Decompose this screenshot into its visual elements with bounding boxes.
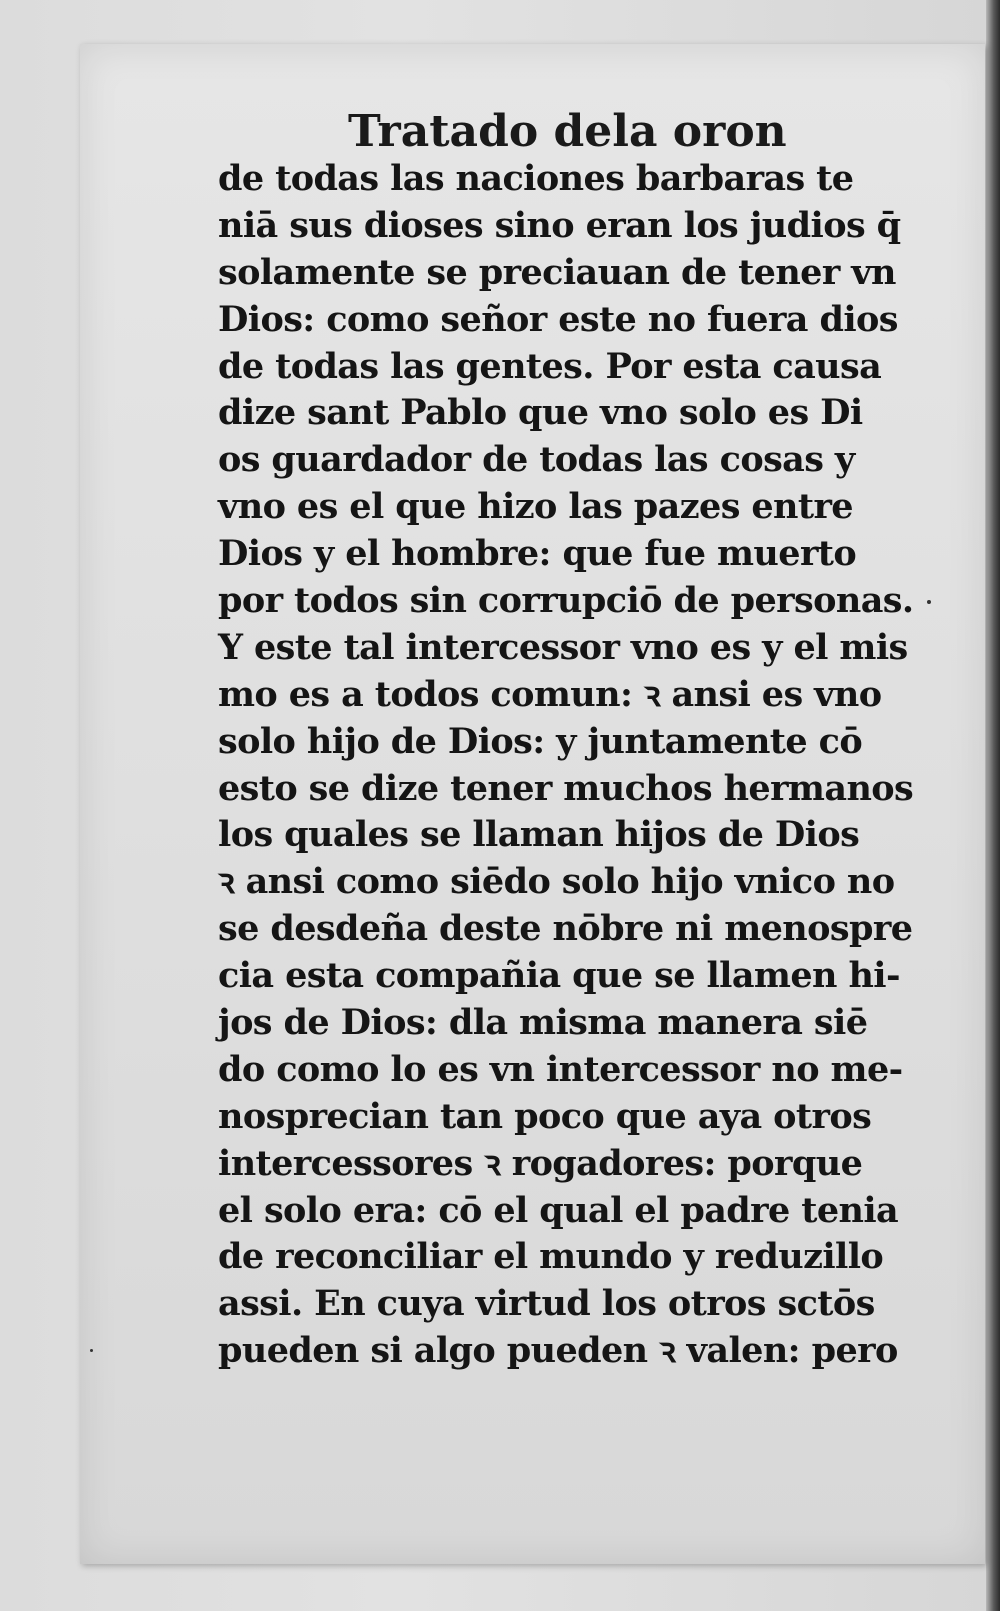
text-line: se desdeña deste nōbre ni menospre [218, 908, 913, 950]
text-line: el solo era: cō el qual el padre tenia [218, 1189, 899, 1231]
text-line: esto se dize tener muchos hermanos [218, 767, 914, 809]
book-edge-shadow [986, 0, 1000, 1611]
text-line: assi. En cuya virtud los otros sctōs [218, 1283, 875, 1325]
book-page [80, 44, 985, 1564]
paper-speck [927, 600, 931, 604]
text-line: Dios y el hombre: que fue muerto [218, 533, 857, 575]
paper-speck [90, 1349, 93, 1352]
text-line: de reconciliar el mundo y reduzillo [218, 1236, 884, 1278]
text-line: de todas las gentes. Por esta causa [218, 345, 882, 387]
text-line: jos de Dios: dla misma manera siē [218, 1002, 868, 1044]
text-line: por todos sin corrupciō de personas. [218, 580, 914, 622]
text-line: os guardador de todas las cosas y [218, 439, 855, 481]
text-line: vno es el que hizo las pazes entre [218, 486, 853, 528]
body-text [218, 156, 918, 1375]
text-line: mo es a todos comun: ꝛ ansi es vno [218, 673, 882, 715]
text-line: do como lo es vn intercessor no me- [218, 1048, 903, 1090]
text-line: solamente se preciauan de tener vn [218, 251, 896, 293]
text-line: de todas las naciones barbaras te [218, 158, 854, 199]
text-line: nosprecian tan poco que aya otros [218, 1095, 872, 1137]
text-line: niā sus dioses sino eran los judios q̄ [218, 204, 901, 246]
text-line: cia esta compañia que se llamen hi- [218, 955, 900, 997]
text-line: ꝛ ansi como siēdo solo hijo vnico no [218, 861, 895, 903]
text-line: Dios: como señor este no fuera dios [218, 298, 898, 340]
text-line: intercessores ꝛ rogadores: porque [218, 1142, 863, 1184]
text-line: dize sant Pablo que vno solo es Di [218, 392, 863, 434]
page-heading: Tratado dela oron [348, 106, 787, 157]
text-line: solo hijo de Dios: y juntamente cō [218, 720, 863, 762]
text-line: Y este tal intercessor vno es y el mis [218, 626, 908, 668]
text-line: los quales se llaman hijos de Dios [218, 814, 860, 856]
text-line: pueden si algo pueden ꝛ valen: pero [218, 1330, 898, 1372]
